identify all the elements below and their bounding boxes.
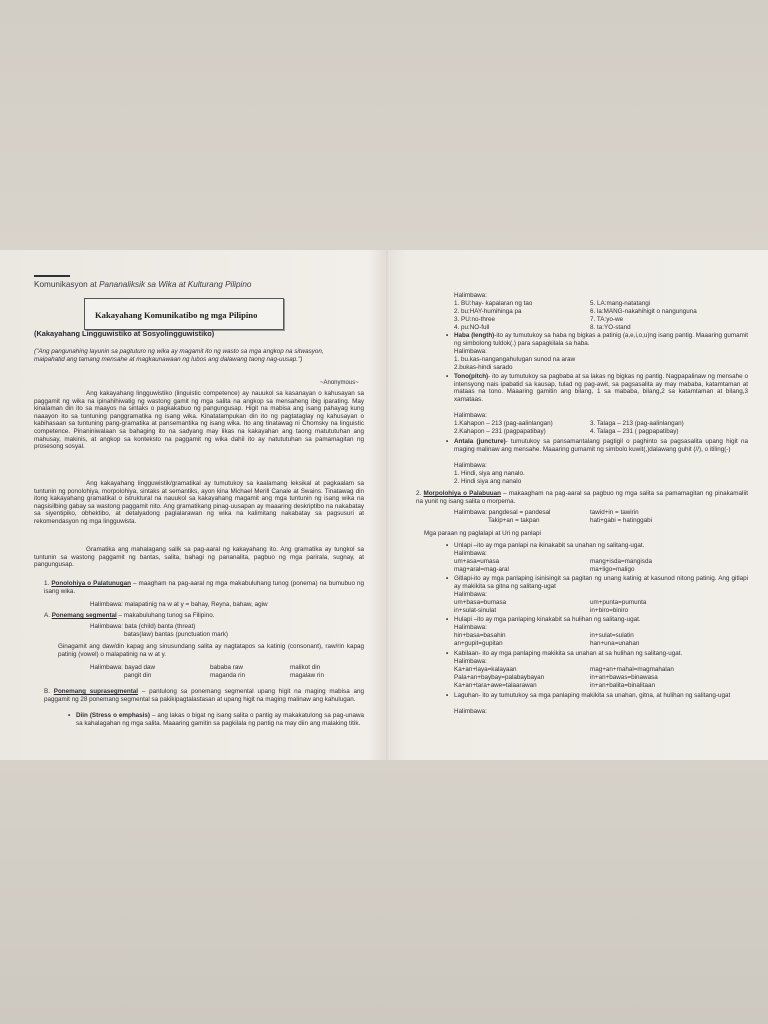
unlapi-example-2: mag+aral=mag-aral bbox=[454, 566, 509, 573]
background-bottom bbox=[0, 760, 768, 1024]
unlapi-example-1: um+asa=umasa bbox=[454, 558, 500, 565]
title-box bbox=[84, 298, 284, 330]
antala-text: - tumutukoy sa pansamantalang pagtigil o paghinto sa pagsasalita upang higit na maging malinaw ang mensahe. Maaaring gumamit ng simbolo kuwit(,)dalawang guhit (//), o itiling(-) bbox=[454, 438, 748, 453]
gitlapi-example-2: in+sulat-sinulat bbox=[454, 607, 497, 614]
item-term: Ponemang segmental bbox=[51, 612, 117, 619]
header-prefix: Komunikasyon at bbox=[34, 280, 100, 289]
segmental-example-2: batas(law) bantas (punctuation mark) bbox=[124, 631, 228, 638]
haba-term: Haba (length) bbox=[454, 332, 495, 339]
gitlapi-example-head: Halimbawa: bbox=[454, 591, 487, 598]
tono-term: Tono(pitch) bbox=[454, 373, 489, 380]
segmental-example-1: Halimbawa: bata (child) banta (threat) bbox=[90, 623, 196, 630]
gitlapi-example-1: um+basa=bumasa bbox=[454, 599, 507, 606]
page-header bbox=[34, 280, 251, 289]
tono-example-3: 3. Talaga – 213 (pag-aalinlangan) bbox=[590, 420, 684, 427]
background-top bbox=[0, 0, 768, 250]
diin-example-5: 5. LA:mang-natatangi bbox=[590, 300, 651, 307]
item-suprasegmental bbox=[44, 688, 364, 703]
tono-text: - ito ay tumutukoy sa pagbaba at sa lakas ng bigkas ng pantig. Nagpapalinaw ng mensahe o intensyong nais ipabatid sa kausap, tulad ng pag-awit, sa pagsasalita ay may mababa, katamtaman at mataas na tono. Maaaring gamitin ang bilang, 1 sa mababa, bilang,2 sa katamtaman at bilang,3 xamataas. bbox=[454, 373, 748, 403]
tono-example-2: 2.Kahapon – 231 (pagpapatibay) bbox=[454, 428, 546, 435]
header-italic: Pananaliksik sa Wika at Kulturang Pilipino bbox=[99, 280, 252, 289]
kabilaan-example-6: in+an+balita=binalitaan bbox=[590, 682, 655, 689]
diin-example-7: 7. TA:yo-we bbox=[590, 316, 624, 323]
kabilaan-example-4: mag+an+mahal=magmahalan bbox=[590, 666, 674, 673]
kabilaan-item: • Kabilaan- ito ay mga panlaping makikita sa unahan at sa hulihan ng salitang-ugat. bbox=[454, 650, 748, 658]
item-term: Ponolohiya o Palatunugan bbox=[51, 580, 131, 587]
item-label: A. bbox=[44, 612, 50, 619]
item-text: – makaagham na pag-aaral sa pagbuo ng mga salita sa pamamagitan ng pinakamaliit na yunit ng isang salita o morpema. bbox=[416, 490, 748, 505]
gitlapi-example-4: in+biro=biniro bbox=[590, 607, 629, 614]
daw-example-1c: malikot din bbox=[290, 664, 321, 671]
tono-example-head: Halimbawa: bbox=[454, 412, 487, 419]
paragraph-3: Gramatika ang mahalagang salik sa pag-aaral ng kakayahang ito. Ang gramatika ay tungkol sa tuntunin sa wastong paggamit ng bantas, salita, bahagi ng pananalita, pagbuo ng mga parirala, sugnay, at pangungusap. bbox=[34, 546, 364, 569]
haba-item bbox=[454, 332, 748, 347]
haba-text: -ito ay tumutukoy sa haba ng bigkas a patinig (a,e,i,o,u)ng isang pantig. Maaaring gumamit ng simbolong tuldok(.) para sapagkilala sa haba. bbox=[454, 332, 748, 347]
daw-din-paragraph: Ginagamit ang daw/din kapag ang sinusundang salita ay nagtatapos sa katinig (consonant), raw/rin kapag patinig (vowel) o malapatinig na w at y. bbox=[58, 643, 364, 658]
unlapi-example-4: ma+ligo=maligo bbox=[590, 566, 635, 573]
haba-example-1: 1. bu.kas-nangangahulugan sunod na araw bbox=[454, 356, 576, 363]
antala-term: Antala (juncture) bbox=[454, 438, 506, 445]
item-morpolohiya bbox=[416, 490, 748, 505]
tono-example-1: 1.Kahapon – 213 (pag-aalinlangan) bbox=[454, 420, 553, 427]
daw-example-2c: magalaw rin bbox=[290, 672, 324, 679]
kabilaan-example-1: Ka+an+laya=kalayaan bbox=[454, 666, 517, 673]
laguhan-item: • Laguhan- ito ay tumutukoy sa mga panlaping makikita sa unahan, gitna, at hulihan ng salitang-ugat bbox=[454, 692, 748, 700]
kabilaan-example-5: in+an+bawas=binawasa bbox=[590, 674, 658, 681]
unlapi-example-head: Halimbawa: bbox=[454, 550, 487, 557]
daw-example-1a: Halimbawa: bayad daw bbox=[90, 664, 156, 671]
kabilaan-example-3: Ka+an+tara+awe=talaarawan bbox=[454, 682, 537, 689]
paragraph-2: Ang kakayahang lingguwistik/gramatikal ay tumutukoy sa kaalamang leksikal at pagkaalam sa tuntunin ng ponolohiya, morpolohiya, sintaks at semantiks, ayon kina Michael Merill Canale at Swains. Tinatawag din itong kakayahang gramatikal o istruktural na nauukol sa kakayahang magamit ang mga tuntunin ng isang wika na nagsisilbing gabay sa wastong paggamit nito. Ang gramatikang pinag-uusapan ay maaaring deskriptibo na nakabatay sa siyentipiko, obhektibo, at detalyadong paglalarawan ng wika na kalimitang nakabatay sa pagsusuri at rekomendasyon ng mga lingguwista. bbox=[34, 480, 364, 525]
subheading: (Kakayahang Lingguwistiko at Sosyolingguwistiko) bbox=[34, 329, 215, 338]
diin-example-6: 6. la:MANG-nakahihigit o nangunguna bbox=[590, 308, 697, 315]
diin-example-2: 2. bu:HAY-humihinga pa bbox=[454, 308, 522, 315]
haba-example-head: Halimbawa: bbox=[454, 348, 487, 355]
item-number: 1. bbox=[44, 580, 50, 587]
hulapi-example-3: in+sulat=sulatin bbox=[590, 632, 634, 639]
antala-example-1: 1. Hindi, siya ang nanalo. bbox=[454, 470, 525, 477]
antala-item bbox=[454, 438, 748, 453]
diin-example-4: 4. pu:NO-full bbox=[454, 324, 490, 331]
item-segmental bbox=[44, 612, 364, 620]
page-fold bbox=[386, 250, 390, 760]
kabilaan-example-2: Pala+an+baybay=palabaybayan bbox=[454, 674, 545, 681]
paragraph-1: Ang kakayahang lingguwistiko (linguistic competence) ay nauukol sa kasanayan o kahusayan sa paggamit ng wika na ipinahihiwatig ng wastong gamit ng mga salita na angkop sa mensaheng ibig iparating. May kinalaman din ito sa maayos na sintaks o pagkakabuo ng pangungusap. Higit na mabisa ang isang pahayag kung naaayon ito sa tuntuning panggramatika ng isang wika. Kinatatampukan din ito ng pagtataglay ng kahusayan o kabihasaan sa tuntuning pang-gramatika at pansemantika ng isang wika. Ito ang tinatawag ni Chomsky na linguistic competence. Pinaniniwalaan sa bahaging ito na sadyang may likas na kakayahan ang taong matututuhan ang mahusay, makinis, at angkop sa konteksto na paggamit ng wika dahil ito ay natututuhan sa pamamagitan ng prosesong sosyal. bbox=[34, 390, 364, 451]
ponolohiya-example: Halimbawa: malapatinig na w at y = bahay, Reyna, bahaw, agiw bbox=[90, 601, 268, 608]
kabilaan-example-head: Halimbawa: bbox=[454, 658, 487, 665]
tono-example-4: 4. Talaga – 231 ( pagpapatibay) bbox=[590, 428, 679, 435]
hulapi-example-4: han+una=unahan bbox=[590, 640, 640, 647]
item-ponolohiya bbox=[44, 580, 364, 595]
tono-item bbox=[454, 373, 748, 403]
item-number: 2. bbox=[416, 490, 422, 497]
diin-example-1: 1. BU:hay- kapalaran ng tao bbox=[454, 300, 533, 307]
morph-example-2: tawid+in = tawirin bbox=[590, 509, 639, 516]
item-text: – pantulong sa ponemang segmental upang higit na maging mabisa ang paggamit ng 28 ponemang segmental sa pakikipagtalastasan at upang higit na maging malinaw ang kahulugan. bbox=[44, 688, 365, 703]
item-term: Morpolohiya o Palabuuan bbox=[423, 490, 501, 497]
daw-example-2a: pangit din bbox=[124, 672, 152, 679]
haba-example-2: 2.bukas-hindi sarado bbox=[454, 364, 513, 371]
gitlapi-item: • Gitlapi-ito ay mga panlaping isinisingit sa pagitan ng unang katinig at kasunod nitong patinig. Ang gitlapi ay makikita sa gitna ng salitang-ugat bbox=[454, 575, 748, 590]
page-title: Kakayahang Komunikatibo ng mga Pilipino bbox=[95, 310, 258, 320]
hulapi-example-head: Halimbawa: bbox=[454, 624, 487, 631]
diin-example-3: 3. PU:no-three bbox=[454, 316, 495, 323]
item-term: Ponemang suprasegmental bbox=[53, 688, 139, 695]
diin-text: – ang lakas o bigat ng isang salita o pantig ay makakatulong sa pag-unawa sa kahalagahan ng mga salita. Maaaring gamitin sa pagkilala ng pantig na may diin ang malaking titik. bbox=[76, 712, 364, 727]
item-text: – maagham na pag-aaral ng mga makabuluhang tunog (ponema) na bumubuo ng isang wika. bbox=[44, 580, 364, 595]
hulapi-item: • Hulapi –ito ay mga panlaping kinakabit sa hulihan ng salitang-ugat. bbox=[454, 616, 748, 624]
daw-example-2b: maganda rin bbox=[210, 672, 246, 679]
diin-example-head: Halimbawa: bbox=[454, 292, 487, 299]
document-sheet bbox=[0, 250, 768, 760]
diin-example-8: 8. ta:YO-stand bbox=[590, 324, 631, 331]
hulapi-example-1: hin+basa=basahin bbox=[454, 632, 506, 639]
morph-example-3: Takip+an = takpan bbox=[488, 517, 540, 524]
gitlapi-example-3: um+punta=pumunta bbox=[590, 599, 647, 606]
paraan-heading: Mga paraan ng paglalapi at Uri ng panlapi bbox=[424, 530, 541, 537]
diin-item bbox=[76, 712, 364, 727]
unlapi-item: • Unlapi –ito ay mga panlapi na ikinakabit sa unahan ng salitang-ugat. bbox=[454, 542, 748, 550]
item-text: – makabuluhang tunog sa Filipino. bbox=[116, 612, 215, 619]
item-label: B. bbox=[44, 688, 50, 695]
quote-text: ("Ang pangunahing layunin sa pagtuturo ng wika ay magamit ito ng wasto sa mga angkop na sitwasyon, maipahatid ang tamang mensahe at magkaunawaan ng lubos ang dalawang taong nag-uusap.") bbox=[34, 348, 324, 363]
laguhan-example-head: Halimbawa: bbox=[454, 708, 487, 715]
diin-term: Diin (Stress o emphasis) bbox=[76, 712, 151, 719]
morph-example-1: Halimbawa: pangdesal = pandesal bbox=[454, 509, 551, 516]
header-rule bbox=[34, 275, 70, 277]
antala-example-head: Halimbawa: bbox=[454, 462, 487, 469]
unlapi-example-3: mang+isda=mangisda bbox=[590, 558, 652, 565]
quote-author: ~Anonymous~ bbox=[320, 380, 359, 386]
antala-example-2: 2. Hindi siya ang nanalo bbox=[454, 478, 522, 485]
morph-example-4: hati+gabi = hatinggabi bbox=[590, 517, 652, 524]
hulapi-example-2: an+gupit=gupitan bbox=[454, 640, 503, 647]
daw-example-1b: bababa raw bbox=[210, 664, 243, 671]
